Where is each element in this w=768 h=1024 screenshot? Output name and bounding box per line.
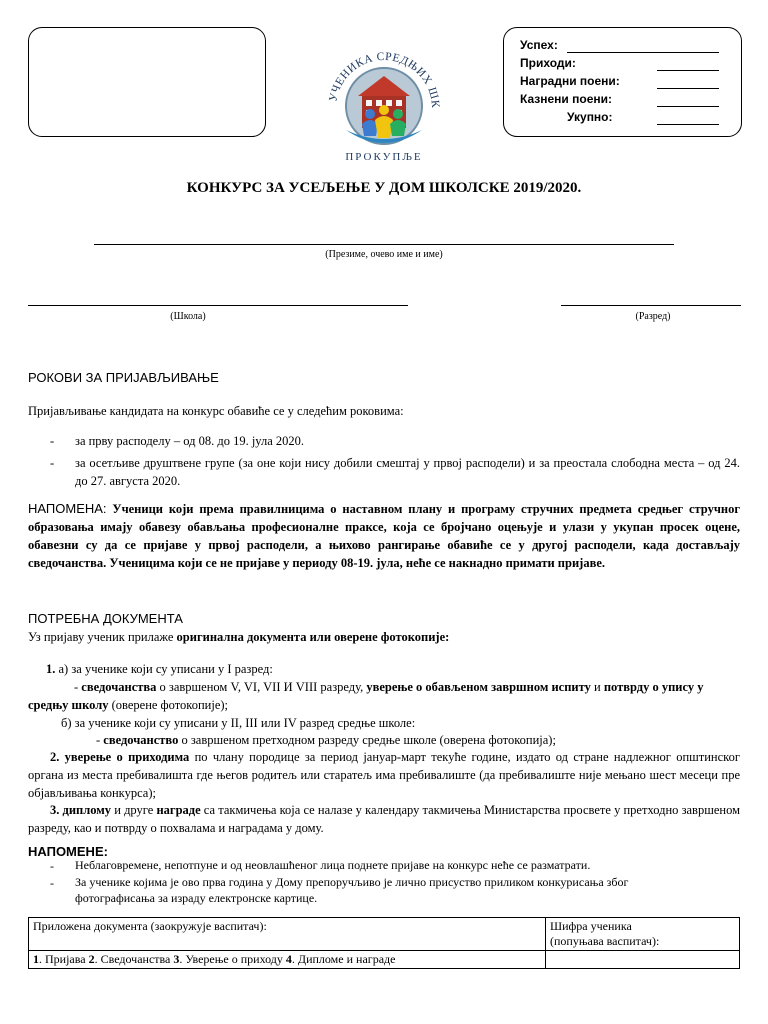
deadlines-heading: РОКОВИ ЗА ПРИЈАВЉИВАЊЕ	[28, 370, 219, 385]
note-item-2: За ученике којима је ово прва година у Дому препоручљиво је лично присуство приликом конкурисања због фотографисања за израду електронске картице.	[75, 875, 629, 905]
doc-text: о завршеном претходном разреду средње школе (оверена фотокопија);	[178, 733, 556, 747]
doc-option-2-num: 2	[88, 952, 95, 966]
score-uspeh-label: Успех:	[520, 38, 558, 52]
note-text: Ученици који према правилницима о наставном плану и програму стручних предмета средњег стручног образовања имају обавезу обављања професионалне праксе, која се бројчано оцењује и улази у укупан просек оцене, обавезни су да се пријаве у првој расподели, а њихово рангирање обавиће се у другој расподели, када достављају сведочанства. Ученицима који се не пријаве у периоду 08-19. јула, неће се накнадно примати пријаве.	[28, 502, 741, 570]
doc-bold-uverenje: уверење о обављеном завршном испиту	[366, 680, 591, 694]
notes-heading: НАПОМЕНЕ:	[28, 844, 108, 859]
note-paragraph	[28, 500, 740, 572]
doc-bold-uverenje-prihodi: 2. уверење о приходима	[50, 750, 190, 764]
doc-text: са такмичења која се налазе у календару такмичења Министарства просвете у претходно завршеном разреду, као и потврду о похвалама и наградама у дому.	[28, 803, 740, 835]
doc-text: (оверене фотокопије);	[108, 698, 229, 712]
score-nagradni-line[interactable]	[657, 88, 719, 89]
doc-item-1a-text: а) за ученике који су уписани у I разред:	[55, 662, 273, 676]
attached-docs-options[interactable]	[29, 951, 546, 969]
student-code-cell[interactable]	[546, 918, 740, 951]
doc-bold-diplomu: 3. диплому	[50, 803, 112, 817]
student-code-sublabel: (попуњава васпитач):	[550, 934, 660, 948]
doc-text: по члану породице за период јануар-март текуће године, издато од стране надлежног општинског органа из места пребивалишта где његов родитељ или старатељ има пребивалиште (да пребивалиште није мењано шест месеци пре објављивања конкурса);	[28, 750, 740, 800]
dash: -	[74, 680, 82, 694]
grade-caption: (Разред)	[635, 311, 671, 322]
doc-option-3-num: 3	[173, 952, 180, 966]
grade-field-line[interactable]	[561, 305, 741, 306]
school-caption: (Школа)	[170, 311, 206, 322]
note-label: НАПОМЕНА:	[28, 501, 107, 516]
doc-option-1: . Пријава	[39, 952, 89, 966]
doc-bold-potvrda: потврду о упису у средњу школу	[28, 680, 704, 712]
documents-heading: ПОТРЕБНА ДОКУМЕНТА	[28, 611, 183, 626]
page-title: КОНКУРС ЗА УСЕЉЕЊЕ У ДОМ ШКОЛСКЕ 2019/2020.	[186, 180, 582, 196]
note-item-1: Неблаговремене, непотпуне и од неовлашћеног лица поднете пријаве на конкурс неће се разматрати.	[75, 858, 591, 872]
documents-intro-plain: Уз пријаву ученик прилаже	[28, 630, 177, 644]
doc-option-1-num: 1	[33, 952, 39, 966]
bullet-dash: -	[50, 434, 55, 448]
bullet-dash: -	[50, 456, 55, 470]
doc-option-4-num: 4	[285, 952, 292, 966]
doc-text: о завршеном V, VI, VII И VIII разреду,	[156, 680, 367, 694]
documents-table	[28, 917, 740, 969]
score-ukupno-line[interactable]	[657, 124, 719, 125]
doc-item-1a-detail	[28, 678, 740, 714]
doc-option-2: . Сведочанства	[94, 952, 174, 966]
doc-text: и друге	[111, 803, 157, 817]
score-kazneni-label: Казнени поени:	[520, 92, 613, 106]
school-logo	[318, 20, 450, 168]
doc-option-4: . Дипломе и награде	[291, 952, 396, 966]
doc-bold-svedocanstva: сведочанства	[81, 680, 157, 694]
documents-intro-bold: оригинална документа или оверене фотокопије:	[176, 630, 450, 644]
bullet-dash: -	[50, 876, 54, 890]
dash: -	[96, 733, 104, 747]
score-uspeh-line[interactable]	[567, 52, 719, 53]
logo-arc-text: УЧЕНИКА СРЕДЊИХ ШК	[327, 50, 442, 109]
doc-item-1a	[46, 660, 273, 678]
doc-item-3	[28, 801, 740, 837]
score-kazneni-line[interactable]	[657, 106, 719, 107]
name-caption: (Презиме, очево име и име)	[325, 249, 443, 260]
score-ukupno-label: Укупно:	[567, 110, 613, 124]
deadline-item-2: за осетљиве друштвене групе (за оне који нису добили смештај у првој расподели) и за преостала слободна места – од 24. до 27. августа 2020.	[75, 456, 740, 488]
name-field-line[interactable]	[94, 244, 674, 245]
student-code-label: Шифра ученика	[550, 919, 632, 933]
score-nagradni-label: Наградни поени:	[520, 74, 620, 88]
score-box	[503, 27, 742, 137]
logo-city: ПРОКУПЉЕ	[345, 151, 423, 163]
score-prihodi-line[interactable]	[657, 70, 719, 71]
doc-item-1b: б) за ученике који су уписани у II, III или IV разред средње школе:	[61, 716, 416, 730]
doc-bold-svedocanstvo: сведочанство	[103, 733, 179, 747]
deadlines-intro: Пријављивање кандидата на конкурс обавиће се у следећим роковима:	[28, 404, 404, 418]
student-code-input[interactable]	[546, 951, 740, 969]
deadline-item-1: за прву расподелу – од 08. до 19. јула 2020.	[75, 434, 305, 448]
blank-header-box	[28, 27, 266, 137]
doc-bold-nagrade: награде	[156, 803, 201, 817]
score-prihodi-label: Приходи:	[520, 56, 576, 70]
bullet-dash: -	[50, 859, 54, 873]
school-field-line[interactable]	[28, 305, 408, 306]
documents-intro	[28, 628, 449, 646]
doc-option-3: . Уверење о приходу	[179, 952, 286, 966]
doc-item-2	[28, 748, 740, 802]
doc-item-1b-detail	[96, 731, 556, 749]
attached-docs-label: Приложена документа (заокружује васпитач):	[29, 918, 546, 951]
doc-text: и	[590, 680, 604, 694]
doc-item-1-number: 1.	[46, 662, 56, 676]
